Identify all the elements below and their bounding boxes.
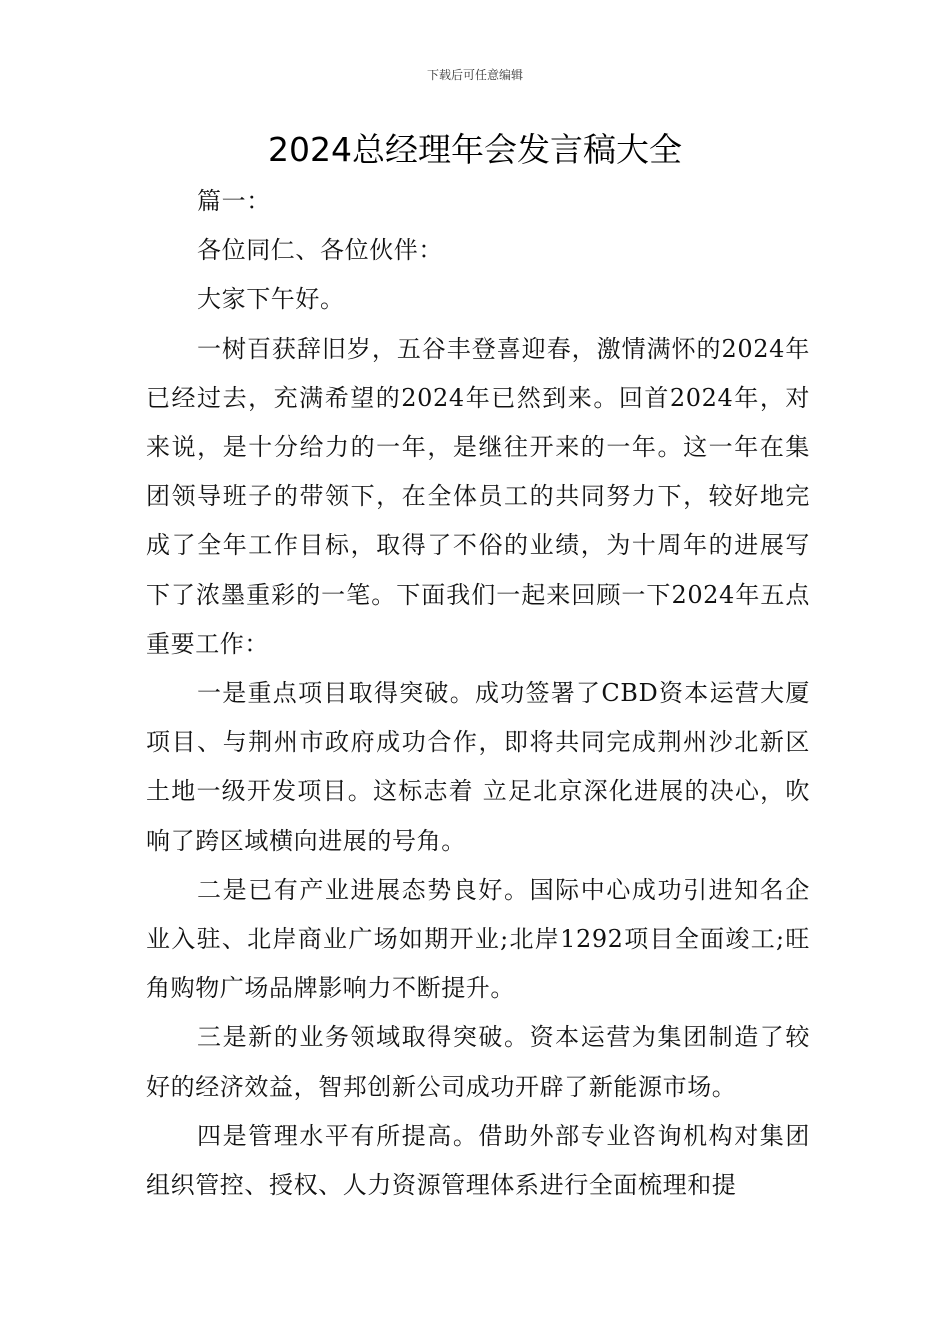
paragraph-greeting: 大家下午好。 [197, 285, 345, 314]
document-title: 2024总经理年会发言稿大全 [268, 130, 682, 169]
header-note: 下载后可任意编辑 [426, 68, 523, 82]
paragraph-point-1: 一是重点项目取得突破。成功签署了CBD资本运营大厦项目、与荆州市政府成功合作，即将共同完成荆州沙北新区土地一级开发项目。这标志着 立足北京深化进展的决心，吹响了跨区域横向进展的号角。 [146, 679, 810, 855]
paragraph-salutation: 各位同仁、各位伙伴： [197, 236, 443, 265]
paragraph-intro: 一树百获辞旧岁，五谷丰登喜迎春，激情满怀的2024年已经过去，充满希望的2024年已然到来。回首2024年，对来说，是十分给力的一年，是继往开来的一年。这一年在集团领导班子的带领下，在全体员工的共同努力下，较好地完成了全年工作目标，取得了不俗的业绩，为十周年的进展写下了浓墨重彩的一笔。下面我们一起来回顾一下2024年五点重要工作： [146, 334, 810, 658]
paragraph-point-3: 三是新的业务领域取得突破。资本运营为集团制造了较好的经济效益，智邦创新公司成功开辟了新能源市场。 [146, 1023, 810, 1101]
paragraph-point-4: 四是管理水平有所提高。借助外部专业咨询机构对集团组织管控、授权、人力资源管理体系进行全面梳理和提 [146, 1121, 810, 1200]
paragraph-point-2: 二是已有产业进展态势良好。国际中心成功引进知名企业入驻、北岸商业广场如期开业;北岸1292项目全面竣工;旺角购物广场品牌影响力不断提升。 [146, 875, 810, 1003]
paragraph-part-heading: 篇一： [197, 187, 271, 215]
document-body [146, 177, 810, 1210]
